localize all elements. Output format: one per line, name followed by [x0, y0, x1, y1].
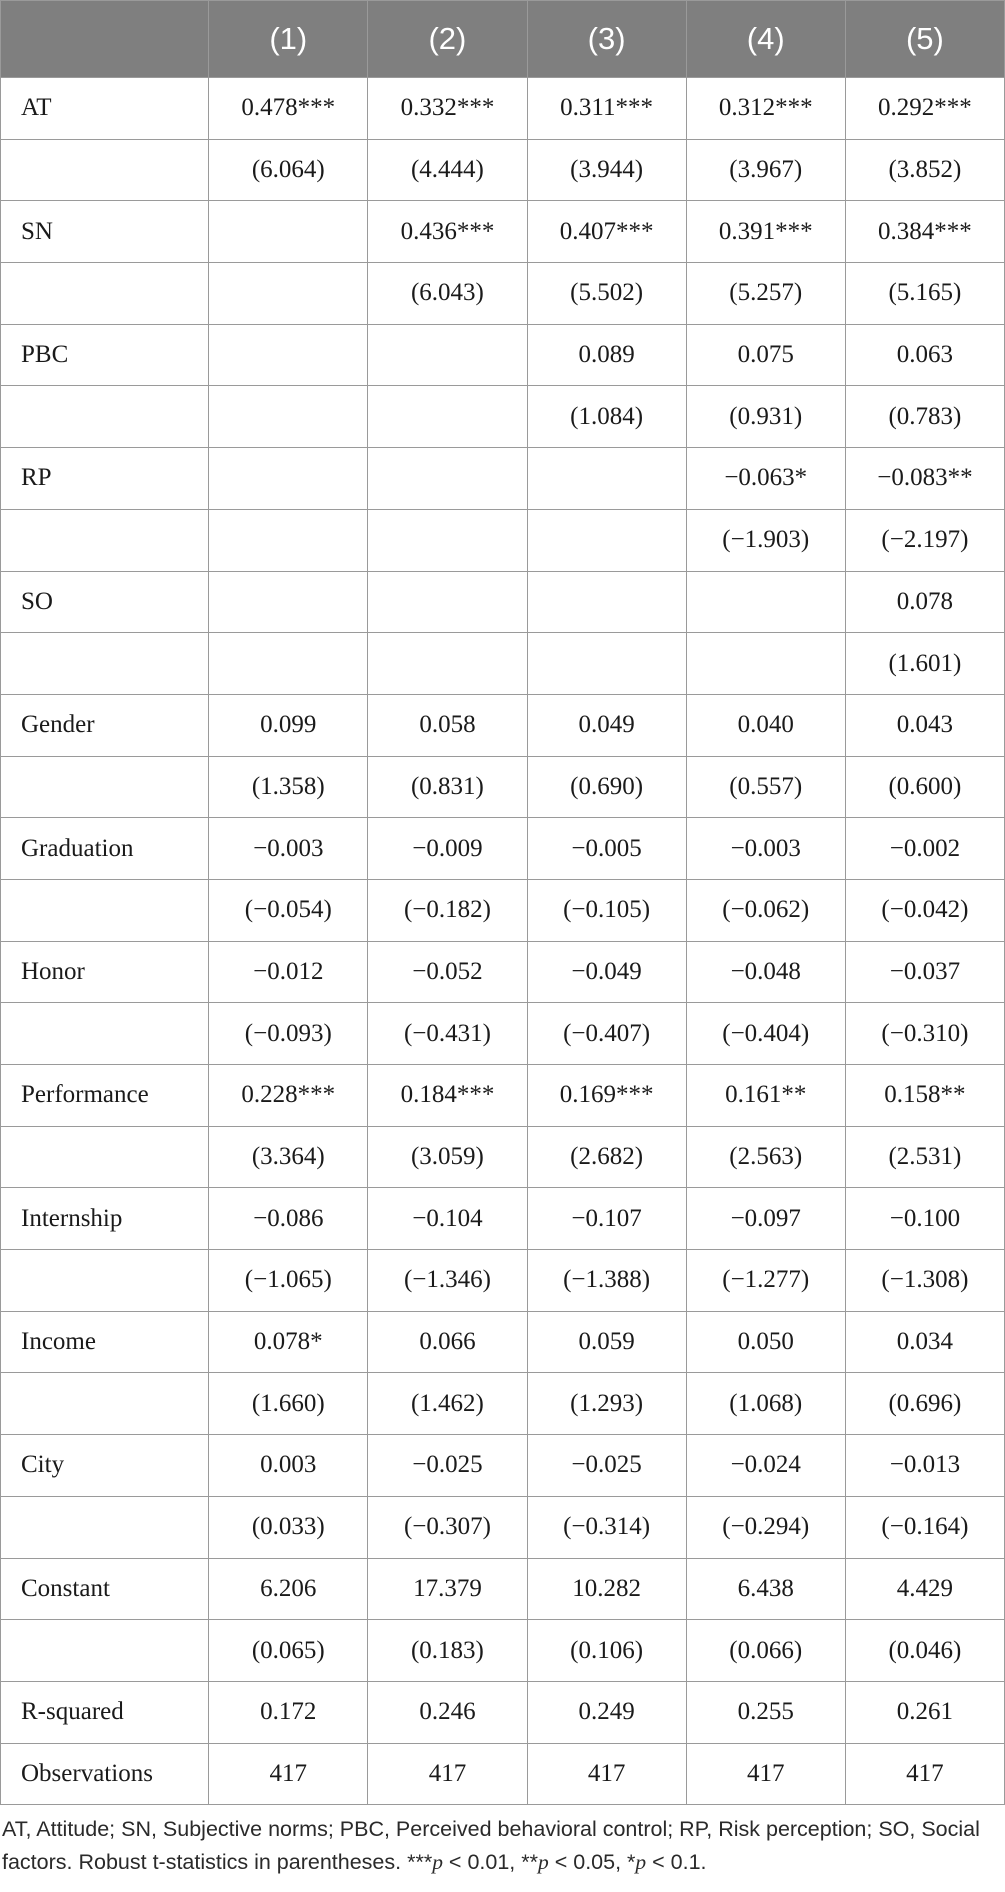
- table-row: [1, 1126, 1005, 1188]
- value-cell: −0.009: [368, 818, 527, 880]
- value-cell: 0.089: [527, 324, 686, 386]
- value-cell: (0.066): [686, 1620, 845, 1682]
- header-corner-cell: [1, 1, 209, 78]
- value-cell: [209, 201, 368, 263]
- value-cell: [209, 571, 368, 633]
- table-row: [1, 633, 1005, 695]
- value-cell: (−0.404): [686, 1003, 845, 1065]
- value-cell: −0.083**: [845, 448, 1004, 510]
- value-cell: (0.033): [209, 1496, 368, 1558]
- value-cell: [527, 571, 686, 633]
- row-label-cell: R-squared: [1, 1681, 209, 1743]
- value-cell: (0.690): [527, 756, 686, 818]
- table-row: [1, 78, 1005, 140]
- value-cell: (−1.388): [527, 1250, 686, 1312]
- row-label-cell: Internship: [1, 1188, 209, 1250]
- row-label-cell: SN: [1, 201, 209, 263]
- value-cell: 0.261: [845, 1681, 1004, 1743]
- sig-3-stars: *: [627, 1850, 636, 1875]
- value-cell: (−0.062): [686, 879, 845, 941]
- column-header-1: (1): [209, 1, 368, 78]
- value-cell: 0.249: [527, 1681, 686, 1743]
- sig-3-p: p: [635, 1850, 647, 1875]
- table-row: [1, 694, 1005, 756]
- value-cell: −0.003: [686, 818, 845, 880]
- value-cell: −0.100: [845, 1188, 1004, 1250]
- value-cell: 0.050: [686, 1311, 845, 1373]
- value-cell: (3.852): [845, 139, 1004, 201]
- value-cell: 10.282: [527, 1558, 686, 1620]
- value-cell: 417: [368, 1743, 527, 1805]
- row-label-cell: [1, 386, 209, 448]
- row-label-cell: SO: [1, 571, 209, 633]
- value-cell: 0.292***: [845, 78, 1004, 140]
- value-cell: [527, 633, 686, 695]
- value-cell: [209, 386, 368, 448]
- row-label-cell: Honor: [1, 941, 209, 1003]
- sig-1-rest: < 0.01,: [442, 1850, 522, 1875]
- row-label-cell: Constant: [1, 1558, 209, 1620]
- value-cell: 0.078*: [209, 1311, 368, 1373]
- value-cell: 0.312***: [686, 78, 845, 140]
- value-cell: (3.967): [686, 139, 845, 201]
- value-cell: (−1.277): [686, 1250, 845, 1312]
- value-cell: −0.048: [686, 941, 845, 1003]
- table-row: [1, 1681, 1005, 1743]
- value-cell: [368, 324, 527, 386]
- value-cell: −0.002: [845, 818, 1004, 880]
- value-cell: 417: [527, 1743, 686, 1805]
- value-cell: −0.037: [845, 941, 1004, 1003]
- value-cell: (1.660): [209, 1373, 368, 1435]
- value-cell: −0.012: [209, 941, 368, 1003]
- value-cell: (4.444): [368, 139, 527, 201]
- value-cell: (−0.164): [845, 1496, 1004, 1558]
- row-label-cell: [1, 139, 209, 201]
- value-cell: (2.682): [527, 1126, 686, 1188]
- value-cell: (0.600): [845, 756, 1004, 818]
- table-body: [1, 78, 1005, 1805]
- value-cell: 0.332***: [368, 78, 527, 140]
- value-cell: 0.172: [209, 1681, 368, 1743]
- table-row: [1, 201, 1005, 263]
- table-row: [1, 139, 1005, 201]
- row-label-cell: [1, 263, 209, 325]
- table-row: [1, 386, 1005, 448]
- value-cell: (0.696): [845, 1373, 1004, 1435]
- value-cell: (−0.314): [527, 1496, 686, 1558]
- value-cell: (2.563): [686, 1126, 845, 1188]
- value-cell: (3.059): [368, 1126, 527, 1188]
- value-cell: 0.043: [845, 694, 1004, 756]
- value-cell: (3.364): [209, 1126, 368, 1188]
- row-label-cell: [1, 1250, 209, 1312]
- value-cell: −0.097: [686, 1188, 845, 1250]
- column-header-4: (4): [686, 1, 845, 78]
- value-cell: 0.228***: [209, 1065, 368, 1127]
- column-header-3: (3): [527, 1, 686, 78]
- value-cell: 4.429: [845, 1558, 1004, 1620]
- value-cell: (−0.294): [686, 1496, 845, 1558]
- value-cell: 0.040: [686, 694, 845, 756]
- value-cell: −0.013: [845, 1435, 1004, 1497]
- row-label-cell: [1, 756, 209, 818]
- value-cell: −0.025: [368, 1435, 527, 1497]
- value-cell: 0.246: [368, 1681, 527, 1743]
- value-cell: 0.169***: [527, 1065, 686, 1127]
- row-label-cell: [1, 1373, 209, 1435]
- column-header-5: (5): [845, 1, 1004, 78]
- row-label-cell: PBC: [1, 324, 209, 386]
- table-row: [1, 1496, 1005, 1558]
- value-cell: (0.046): [845, 1620, 1004, 1682]
- value-cell: 0.384***: [845, 201, 1004, 263]
- value-cell: 0.391***: [686, 201, 845, 263]
- value-cell: 0.066: [368, 1311, 527, 1373]
- table-row: [1, 1311, 1005, 1373]
- value-cell: [368, 386, 527, 448]
- value-cell: [209, 509, 368, 571]
- value-cell: (5.165): [845, 263, 1004, 325]
- value-cell: 0.063: [845, 324, 1004, 386]
- table-row: [1, 1620, 1005, 1682]
- value-cell: (5.502): [527, 263, 686, 325]
- table-footnote: [0, 1805, 1005, 1879]
- row-label-cell: Graduation: [1, 818, 209, 880]
- table-row: [1, 509, 1005, 571]
- value-cell: (0.183): [368, 1620, 527, 1682]
- value-cell: 417: [209, 1743, 368, 1805]
- value-cell: 0.034: [845, 1311, 1004, 1373]
- row-label-cell: Performance: [1, 1065, 209, 1127]
- value-cell: 417: [686, 1743, 845, 1805]
- value-cell: 417: [845, 1743, 1004, 1805]
- table-row: [1, 941, 1005, 1003]
- row-label-cell: AT: [1, 78, 209, 140]
- value-cell: −0.025: [527, 1435, 686, 1497]
- row-label-cell: [1, 509, 209, 571]
- table-row: [1, 571, 1005, 633]
- table-row: [1, 879, 1005, 941]
- value-cell: (1.462): [368, 1373, 527, 1435]
- value-cell: [527, 448, 686, 510]
- value-cell: 0.158**: [845, 1065, 1004, 1127]
- row-label-cell: Gender: [1, 694, 209, 756]
- table-row: [1, 756, 1005, 818]
- value-cell: (−0.431): [368, 1003, 527, 1065]
- value-cell: (5.257): [686, 263, 845, 325]
- value-cell: (−0.105): [527, 879, 686, 941]
- row-label-cell: [1, 1003, 209, 1065]
- table-row: [1, 1558, 1005, 1620]
- sig-2-rest: < 0.05,: [548, 1850, 628, 1875]
- header-row: [1, 1, 1005, 78]
- value-cell: [209, 324, 368, 386]
- value-cell: (1.084): [527, 386, 686, 448]
- value-cell: (−0.042): [845, 879, 1004, 941]
- value-cell: [686, 633, 845, 695]
- table-row: [1, 818, 1005, 880]
- value-cell: (0.831): [368, 756, 527, 818]
- value-cell: (−0.307): [368, 1496, 527, 1558]
- value-cell: [209, 448, 368, 510]
- value-cell: 0.436***: [368, 201, 527, 263]
- value-cell: [527, 509, 686, 571]
- value-cell: (3.944): [527, 139, 686, 201]
- table-header: [1, 1, 1005, 78]
- table-row: [1, 448, 1005, 510]
- value-cell: (0.783): [845, 386, 1004, 448]
- row-label-cell: [1, 1496, 209, 1558]
- table-row: [1, 1743, 1005, 1805]
- row-label-cell: [1, 879, 209, 941]
- table-row: [1, 263, 1005, 325]
- row-label-cell: [1, 1126, 209, 1188]
- value-cell: [368, 448, 527, 510]
- value-cell: (−1.903): [686, 509, 845, 571]
- row-label-cell: City: [1, 1435, 209, 1497]
- value-cell: (−1.065): [209, 1250, 368, 1312]
- value-cell: (0.065): [209, 1620, 368, 1682]
- table-row: [1, 1188, 1005, 1250]
- value-cell: 6.206: [209, 1558, 368, 1620]
- row-label-cell: Income: [1, 1311, 209, 1373]
- value-cell: (1.293): [527, 1373, 686, 1435]
- value-cell: [368, 509, 527, 571]
- table-row: [1, 1250, 1005, 1312]
- value-cell: 0.075: [686, 324, 845, 386]
- value-cell: (6.043): [368, 263, 527, 325]
- row-label-cell: Observations: [1, 1743, 209, 1805]
- value-cell: (6.064): [209, 139, 368, 201]
- value-cell: (2.531): [845, 1126, 1004, 1188]
- value-cell: 0.255: [686, 1681, 845, 1743]
- value-cell: (−1.346): [368, 1250, 527, 1312]
- value-cell: (−0.093): [209, 1003, 368, 1065]
- value-cell: 0.099: [209, 694, 368, 756]
- column-header-2: (2): [368, 1, 527, 78]
- value-cell: (1.068): [686, 1373, 845, 1435]
- value-cell: 0.407***: [527, 201, 686, 263]
- table-row: [1, 1435, 1005, 1497]
- value-cell: 0.184***: [368, 1065, 527, 1127]
- table-row: [1, 1003, 1005, 1065]
- value-cell: −0.086: [209, 1188, 368, 1250]
- value-cell: −0.049: [527, 941, 686, 1003]
- value-cell: (0.106): [527, 1620, 686, 1682]
- sig-1-stars: ***: [407, 1850, 433, 1875]
- row-label-cell: [1, 1620, 209, 1682]
- value-cell: (−0.407): [527, 1003, 686, 1065]
- sig-2-p: p: [537, 1850, 549, 1875]
- value-cell: [209, 633, 368, 695]
- value-cell: (1.601): [845, 633, 1004, 695]
- value-cell: 17.379: [368, 1558, 527, 1620]
- value-cell: (−0.054): [209, 879, 368, 941]
- footnote-abbreviations: AT, Attitude; SN, Subjective norms; PBC, Perceived behavioral control; RP, Risk perception; SO, Social factors. Robust t-statistics in parentheses.: [2, 1817, 980, 1875]
- table-row: [1, 1065, 1005, 1127]
- row-label-cell: RP: [1, 448, 209, 510]
- value-cell: [209, 263, 368, 325]
- value-cell: −0.063*: [686, 448, 845, 510]
- row-label-cell: [1, 633, 209, 695]
- value-cell: 0.058: [368, 694, 527, 756]
- value-cell: −0.003: [209, 818, 368, 880]
- value-cell: 6.438: [686, 1558, 845, 1620]
- value-cell: −0.005: [527, 818, 686, 880]
- value-cell: (1.358): [209, 756, 368, 818]
- value-cell: (−0.182): [368, 879, 527, 941]
- value-cell: −0.107: [527, 1188, 686, 1250]
- value-cell: [368, 633, 527, 695]
- table-row: [1, 1373, 1005, 1435]
- value-cell: (−1.308): [845, 1250, 1004, 1312]
- value-cell: 0.078: [845, 571, 1004, 633]
- value-cell: 0.049: [527, 694, 686, 756]
- value-cell: (0.557): [686, 756, 845, 818]
- value-cell: −0.052: [368, 941, 527, 1003]
- value-cell: [686, 571, 845, 633]
- value-cell: (−2.197): [845, 509, 1004, 571]
- value-cell: 0.478***: [209, 78, 368, 140]
- value-cell: 0.161**: [686, 1065, 845, 1127]
- value-cell: 0.059: [527, 1311, 686, 1373]
- value-cell: −0.104: [368, 1188, 527, 1250]
- sig-3-rest: < 0.1.: [646, 1850, 707, 1875]
- sig-2-stars: **: [521, 1850, 538, 1875]
- table-row: [1, 324, 1005, 386]
- value-cell: (0.931): [686, 386, 845, 448]
- value-cell: [368, 571, 527, 633]
- sig-1-p: p: [432, 1850, 443, 1875]
- value-cell: −0.024: [686, 1435, 845, 1497]
- value-cell: 0.003: [209, 1435, 368, 1497]
- value-cell: (−0.310): [845, 1003, 1004, 1065]
- value-cell: 0.311***: [527, 78, 686, 140]
